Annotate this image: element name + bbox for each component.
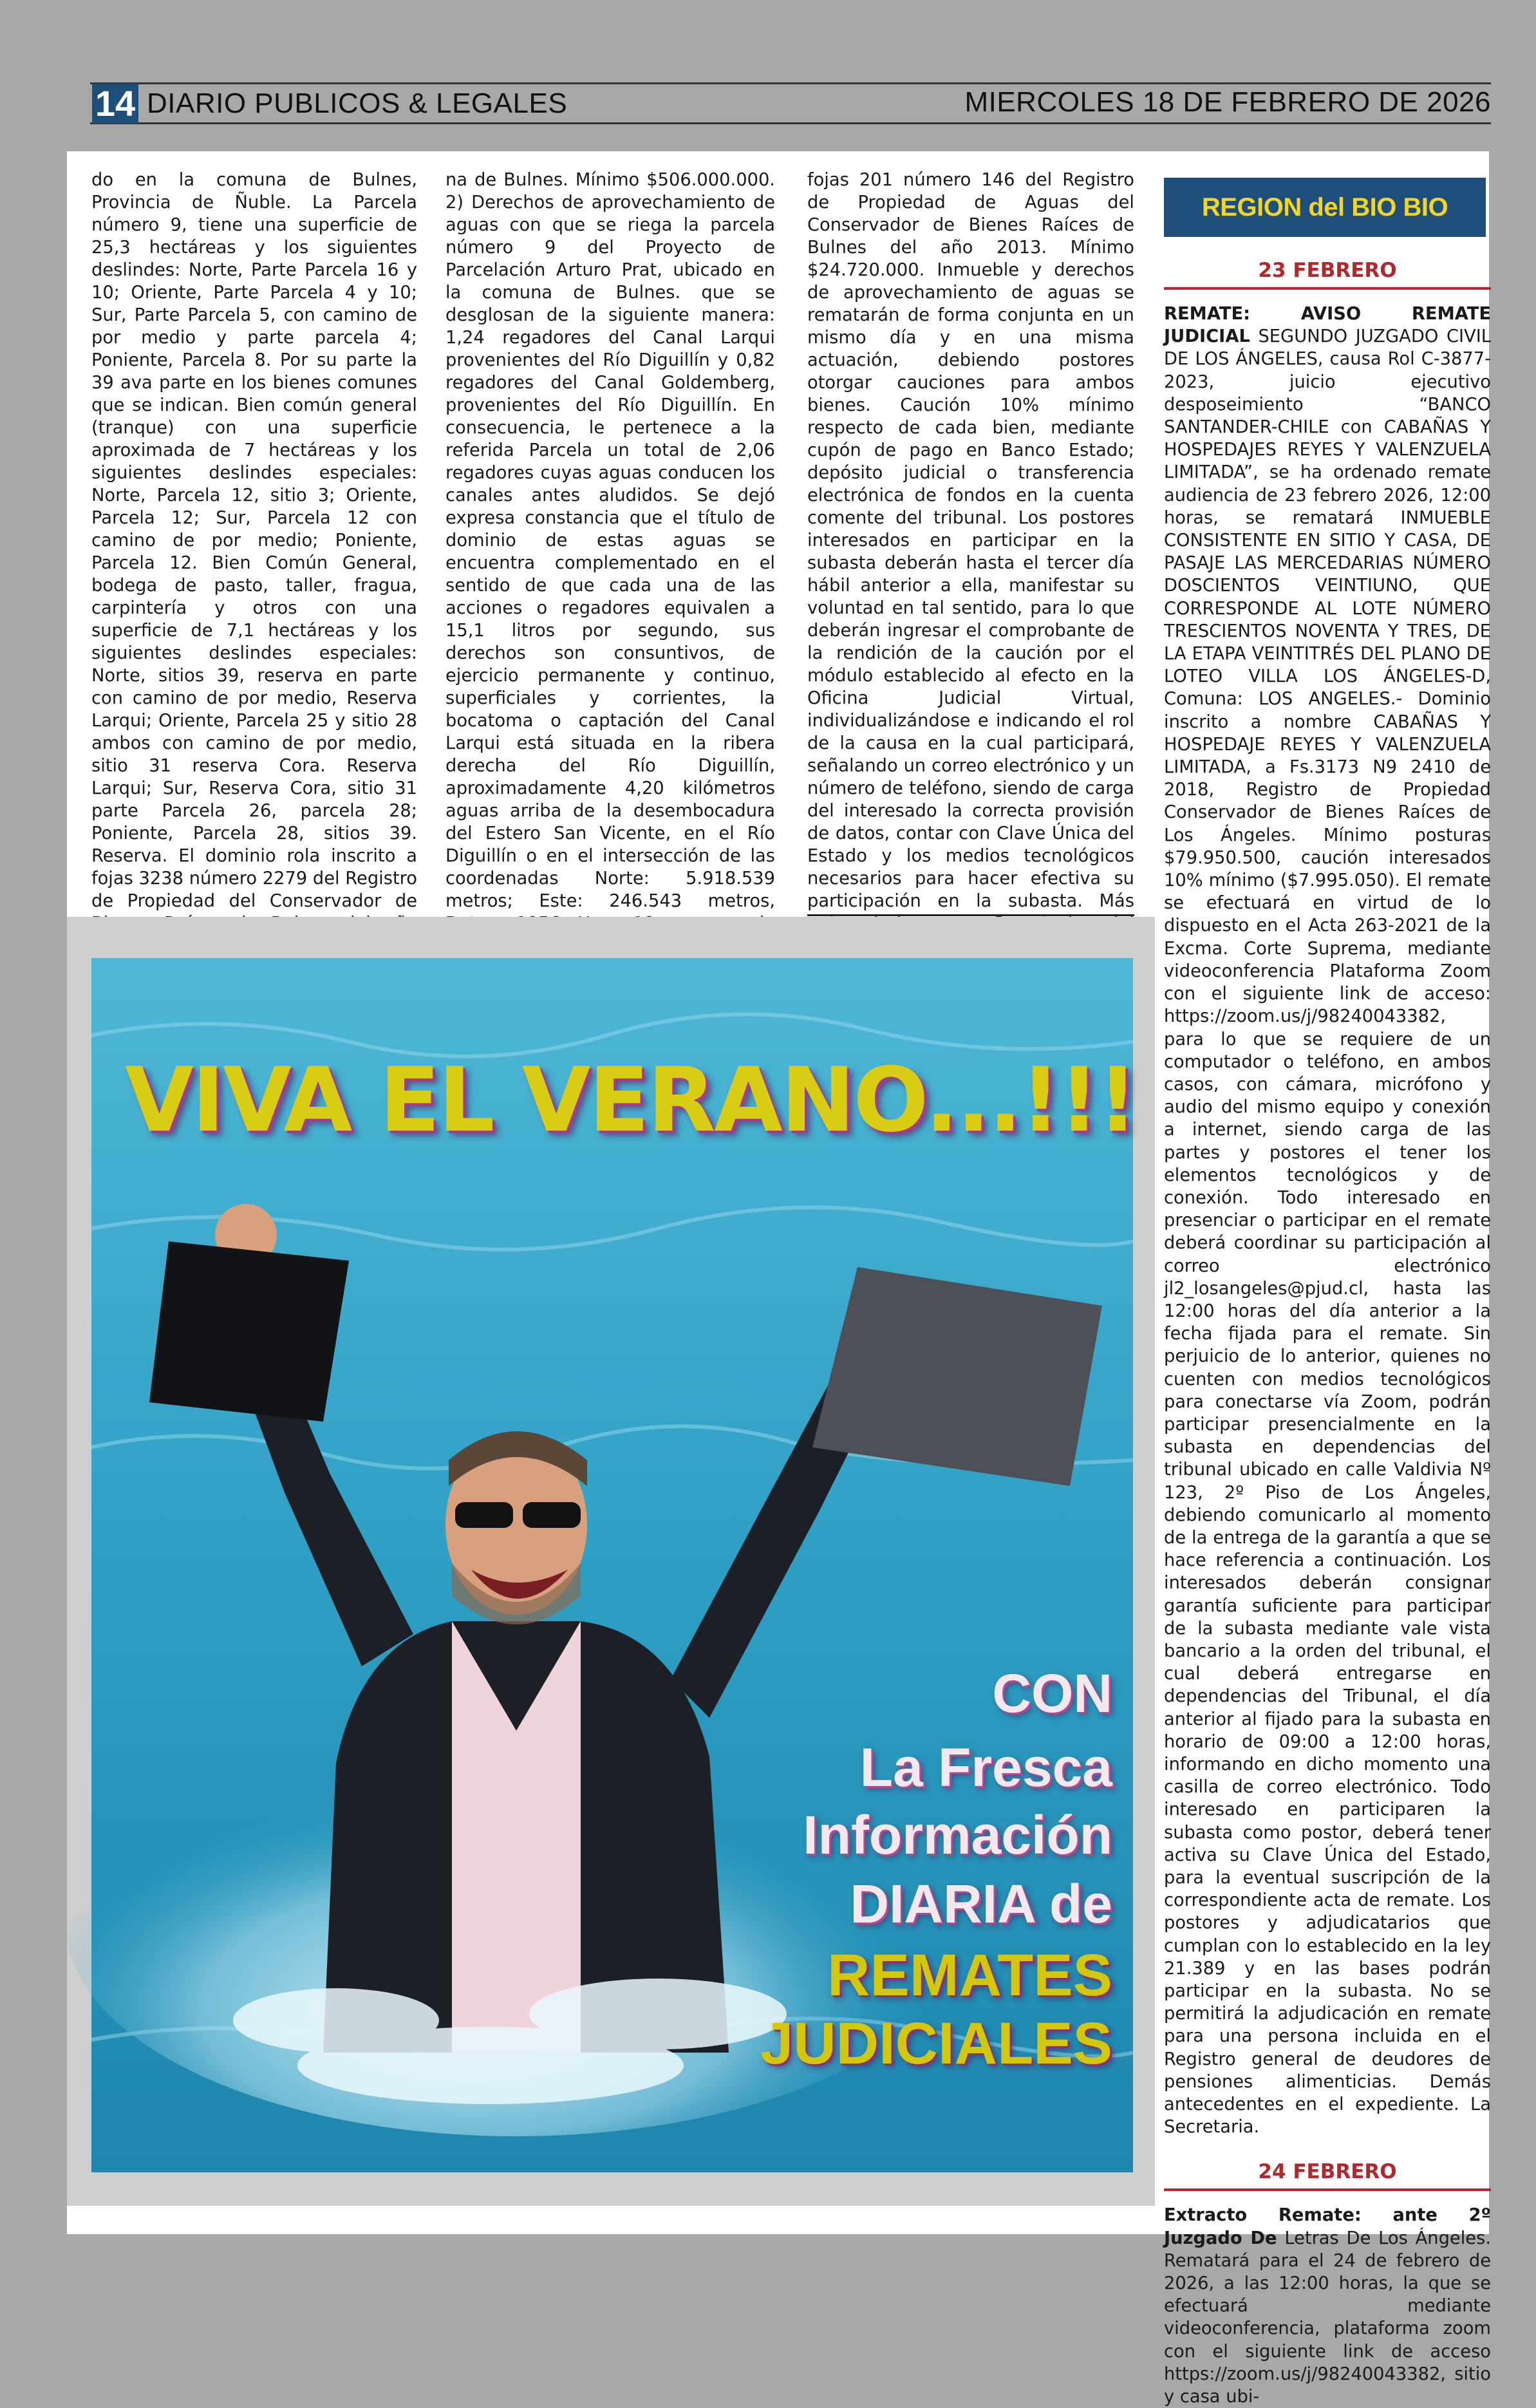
ad-tagline-line: Información [803, 1805, 1112, 1865]
ad-headline: VIVA EL VERANO...!!! [125, 1048, 1136, 1152]
article-column-2: na de Bulnes. Mínimo $506.000.000. 2) Derechos de aprovechamiento de aguas con que se riega la parcela número 9 del Proyecto de Parcelación Arturo Prat, ubicado en la comuna de Bulnes. que se desglosan de la siguiente manera: 1,24 regadores del Canal Larqui provenientes del Río Diguillín y 0,82 regadores del Canal Goldemberg, provenientes del Río Diguillín. En consecuencia, le pertenece a la referida Parcela un total de 2,06 regadores cuyas aguas conducen los canales antes aludidos. Se dejó expresa constancia que el título de dominio de estas aguas se encuentra complementado en el sentido de que cada una de las acciones o regadores equivalen a 15,1 litros por segundo, sus derechos son consuntivos, de ejercicio permanente y continuo, superficiales y corrientes, la bocatoma o captación del Canal Larqui está situada en la ribera derecha del Río Diguillín, aproximadamente 4,20 kilómetros aguas arriba de la desembocadura del Estero San Vicente, en el Río Diguillín o en el intersección de las coordenadas Norte: 5.918.539 metros; Este: 246.543 metros, [445, 170, 775, 911]
article-column-3: fojas 201 número 146 del Registro de Propiedad de Aguas del Conservador de Bienes Raíces de Bulnes del año 2013. Mínimo $24.720.000. Inmueble y derechos de aprovechamiento de aguas se rematarán de forma conjunta en un mismo día y en una misma actuación, debiendo postores otorgar cauciones para ambos bienes. Caución 10% mínimo respecto de cada bien, mediante cupón de pago en Banco Estado; depósito judicial o transferencia electrónica de fondos en la cuenta comente del tribunal. Los postores interesados en participar en la subasta deberán hasta el tercer día hábil anterior a ella, manifestar su voluntad en tal sentido, para lo que deberán ingresar el comprobante de la rendición de la caución por el módulo establecido al efecto en la Oficina Judicial Virtual, individualizándose e indicando el rol de la causa en la cual participará, señalando un correo electrónico y un número de teléfono, siendo de carga del interesado la correcta provisión de datos, contar con Clave Única del Estado y los medios tecnológicos necesarios para hacer efectiva su participación en la subasta. Más [807, 170, 1134, 911]
publication-name: DIARIO PUBLICOS & LEGALES [147, 88, 568, 119]
legal-notice [1164, 2204, 1491, 2408]
notice-lead: Extracto Remate: ante 2º Juzgado De [1164, 2205, 1491, 2248]
notice-body: SEGUNDO JUZGADO CIVIL DE LOS ÁNGELES, causa Rol C-3877-2023, juicio ejecutivo desposeimiento “BANCO SANTANDER-CHILE con CABAÑAS Y HOSPEDAJES REYES Y VALENZUELA LIMITADA”, se ha ordenado remate audiencia de 23 febrero 2026, 12:00 horas, se rematará INMUEBLE CONSISTENTE EN SITIO Y CASA, DE PASAJE LAS MERCEDARIAS NÚMERO DOSCIENTOS VEINTIUNO, QUE CORRESPONDE AL LOTE NÚMERO TRESCIENTOS NOVENTA Y TRES, DE LA ETAPA VEINTITRÉS DEL PLANO DE LOTEO VILLA LOS ÁNGELES-D, Comuna: LOS ANGELES.- Dominio inscrito a nombre CABAÑAS Y HOSPEDAJE REYES Y VALENZUELA LIMITADA, a Fs.3173 N9 2410 de 2018, Registro de Propiedad Conservador de Bienes Raíces de Los Ángeles. Mínimo posturas $79.950.500, caución interesados 10% mínimo ($7.995.050). El remate se efectuará en virtud de lo dispuesto en el Acta 263-2021 de la Excma. Corte Suprema, mediante videoconferencia Plataforma Zoom con el siguiente link de acceso: https://zoom.us/j/98240043382, para lo que se requiere de un computador o teléfono, en ambos casos, con cámara, micrófono y audio del mismo equipo y conexión a internet, siendo carga de las partes y postores el tener los elementos tecnológicos y de conexión. Todo interesado en presenciar o participar en el remate deberá coordinar su participación al correo electrónico jl2_losangeles@pjud.cl, hasta las 12:00 horas del día anterior a la fecha fijada para el remate. Sin perjuicio de lo anterior, quienes no cuenten con medios tecnológicos para conectarse vía Zoom, podrán participar presencialmente en la subasta en dependencias del tribunal ubicado en calle Valdivia Nº 123, 2º Piso de Los Ángeles, debiendo comunicarlo al momento de la entrega de la garantía a que se hace referencia a continuación. Los interesados deberán consignar garantía suficiente para participar de la subasta mediante vale vista bancario a la orden del tribunal, el cual deberá entregarse en dependencias del Tribunal, el día anterior al fijado para la subasta en horario de 09:00 a 12:00 horas, informando en dicho momento una casilla de correo electrónico. Todo interesado en participaren la subasta como postor, deberá tener activa su Clave Única del Estado, para la eventual suscripción de la correspondiente acta de remate. Los postores y adjudicatarios que cumplan con lo establecido en la ley 21.389 y en las bases podrán participar en la subasta. No se permitirá la adjudicación en remate para una persona incluida en el Registro general de deudores de pensiones alimenticias. Demás antecedentes en el expediente. La Secretaria. [1164, 326, 1491, 2138]
ad-tagline-line: DIARIA de [850, 1874, 1112, 1934]
ad-tagline-line: CON [992, 1663, 1112, 1724]
section-date: 24 FEBRERO [1164, 2155, 1491, 2191]
region-title: REGION del BIO BIO [1201, 193, 1448, 221]
header-rule-top [90, 82, 1491, 84]
ad-tagline-line: REMATES [827, 1942, 1112, 2008]
summer-advertisement [91, 958, 1136, 2172]
region-banner [1164, 178, 1486, 237]
column-divider [807, 914, 1134, 916]
notice-lead: REMATE: AVISO REMATE JUDICIAL [1164, 304, 1491, 347]
legal-notice [1164, 303, 1491, 2138]
ad-tagline-line: JUDICIALES [760, 2011, 1112, 2076]
issue-date: MIERCOLES 18 DE FEBRERO DE 2026 [964, 86, 1491, 118]
article-column-1: do en la comuna de Bulnes, Provincia de Ñuble. La Parcela número 9, tiene una superficie de 25,3 hectáreas y los siguientes deslindes: Norte, Parte Parcela 16 y 10; Oriente, Parte Parcela 4 y 10; Sur, Parte Parcela 5, con camino de por medio y parte parcela 4; Poniente, Parcela 8. Por su parte la 39 ava parte en los bienes comunes que se indican. Bien común general (tranque) con una superficie aproximada de 7 hectáreas y los siguientes deslindes especiales: Norte, Parcela 12, sitio 3; Oriente, Parcela 12; Sur, Parcela 12 con camino de por medio; Poniente, Parcela 12. Bien Común General, bodega de pasto, taller, fragua, carpintería y otros con una superficie de 7,1 hectáreas y los siguientes deslindes especiales: Norte, sitios 39, reserva en parte con camino de por medio, Reserva Larqui; Oriente, Parcela 25 y sitio 28 ambos con camino de por medio, sitio 31 reserva Cora. Reserva Larqui; Sur, Reserva Cora, sitio 31 parte Parcela 26, parcela 28; Poniente, Parcela 28, sitios 39. Reserva. El dominio rola inscrito a fojas 3238 número 2279 del Registro de Propiedad del Conservador de [91, 170, 417, 911]
notice-body: Letras De Los Ángeles. Rematará para el 24 de febrero de 2026, a las 12:00 horas, la que se efectuará mediante videoconferencia, plataforma zoom con el siguiente link de acceso https://zoom.us/j/98240043382, sitio y casa ubi- [1164, 2228, 1491, 2407]
header-rule-bottom [90, 122, 1491, 124]
page-number: 14 [92, 84, 138, 124]
region-sidebar [1164, 178, 1491, 2408]
ad-tagline-line: La Fresca [859, 1737, 1112, 1798]
section-date: 23 FEBRERO [1164, 254, 1491, 290]
